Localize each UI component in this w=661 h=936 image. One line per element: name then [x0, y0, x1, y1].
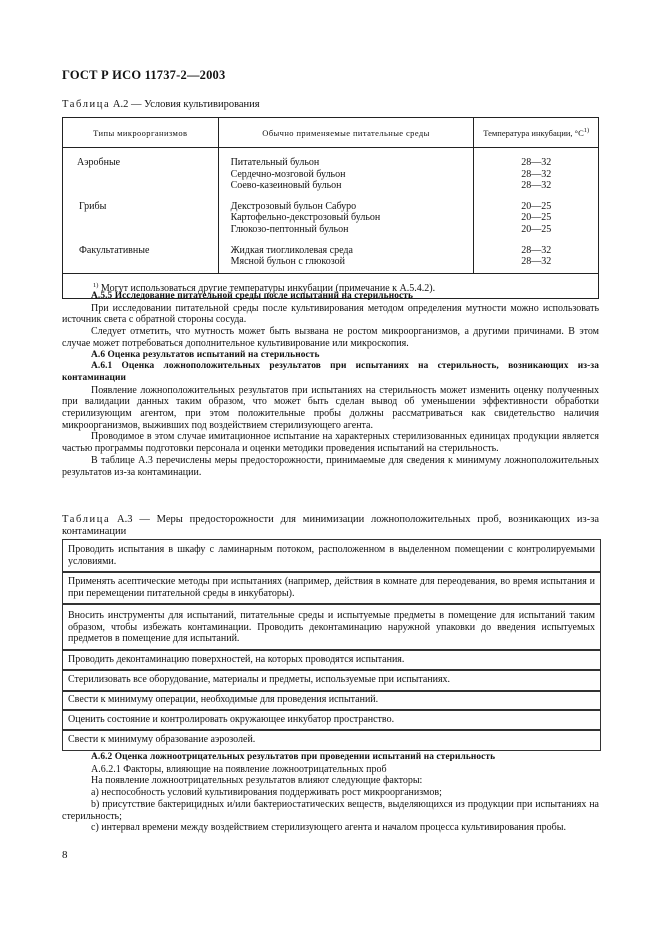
- section-a62: [62, 752, 599, 834]
- section-a55: [62, 291, 599, 478]
- table-a2-temp-item: 20—25: [521, 223, 552, 235]
- table-a2-media-cell: [218, 192, 474, 236]
- table-a3-row-text: Свести к минимуму операции, необходимые для проведения испытаний.: [68, 694, 379, 705]
- table-a2-group-row: [63, 192, 599, 236]
- table-a2-temp-item: 28—32: [521, 157, 552, 168]
- table-a2-temp-item: 20—25: [521, 200, 552, 212]
- table-a3-row: [62, 729, 601, 751]
- table-a2-header-temp-sup: 1): [583, 127, 590, 134]
- table-a3-caption-text: А.3 — Меры предосторожности для минимизации ложноположительных проб, возникающих из-за контаминации: [62, 514, 599, 537]
- table-a2-group-row: [63, 148, 599, 192]
- section-a61-paragraph: Проводимое в этом случае имитационное испытание на характерных стерилизованных единицах продукции является частью программы подготовки персонала и оценки методики проведения испытаний на стерильность.: [62, 431, 599, 455]
- table-a2-temp-cell: [474, 236, 599, 274]
- table-a3-row: [62, 690, 601, 711]
- table-a2-temp-cell: [474, 148, 599, 192]
- table-a3-row-text: Стерилизовать все оборудование, материалы и предметы, используемые при испытаниях.: [68, 674, 451, 685]
- table-a2-type-cell: Факультативные: [63, 236, 219, 274]
- section-a61-paragraph: Появление ложноположительных результатов при испытаниях на стерильность может изменить оценку полученных при валидации данных таким образом, что может быть сделан вывод об уменьшении эффективности обработки стерилизующим агентом, при этом положительные пробы должны рассматриваться как свидетельство наличия микроорганизмов, выживших под воздействием стерилизующего агента.: [62, 384, 599, 431]
- table-a3-caption-label: Таблица: [62, 514, 111, 525]
- section-a62-heading: А.6.2 Оценка ложноотрицательных результатов при проведении испытаний на стерильность: [91, 752, 496, 762]
- section-a61-paragraph: В таблице А.3 перечислены меры предосторожности, принимаемые для сведения к минимуму ложноположительных результатов из-за контаминации.: [62, 454, 599, 478]
- table-a2-header-media: Обычно применяемые питательные среды: [218, 118, 474, 148]
- table-a2-header-temp-text: Температура инкубации, °С: [483, 128, 584, 138]
- page-number: 8: [62, 849, 68, 861]
- table-a2-header-temp: [474, 118, 599, 148]
- table-a2-media-item: Сердечно-мозговой бульон: [230, 168, 346, 180]
- section-a55-paragraph: Следует отметить, что мутность может быть вызвана не ростом микроорганизмов, а другими причинами. В этом случае может потребоваться дополнительное культивирование или микроскопия.: [62, 326, 599, 349]
- table-a3-row-text: Оценить состояние и контролировать окружающее инкубатор пространство.: [68, 714, 395, 725]
- section-a62-intro: На появление ложноотрицательных результатов влияют следующие факторы:: [91, 775, 423, 787]
- table-a2-temp-item: 28—32: [521, 256, 552, 268]
- table-a2-caption-text: А.2 — Условия культивирования: [110, 99, 260, 110]
- table-a2-temp-item: 28—32: [521, 168, 552, 180]
- section-a62-list-item: b) присутствие бактерицидных и/или бактериостатических веществ, выделяющихся из продукции при испытаниях на стерильность;: [62, 798, 599, 822]
- table-a2-header-type: Типы микроорганизмов: [63, 118, 219, 148]
- table-a3-row: [62, 669, 601, 692]
- table-a2-footnote-text: Могут использоваться другие температуры инкубации (примечание к А.5.4.2).: [98, 282, 436, 294]
- table-a2-media-item: Жидкая тиогликолевая среда: [230, 244, 353, 256]
- table-a2: [62, 117, 599, 299]
- section-a6-heading: А.6 Оценка результатов испытаний на стерильность: [91, 349, 320, 360]
- table-a2-type-cell: Грибы: [63, 192, 219, 236]
- table-a2-media-cell: [218, 148, 474, 192]
- table-a3-row-text: Проводить деконтаминацию поверхностей, на которых проводятся испытания.: [68, 654, 405, 665]
- table-a2-caption: [62, 99, 260, 110]
- table-a2-temp-item: 28—32: [521, 244, 552, 256]
- table-a3-caption: [62, 514, 599, 537]
- section-a61-heading: А.6.1 Оценка ложноположительных результатов при испытаниях на стерильность, возникающих из-за контаминации: [62, 361, 599, 383]
- table-a2-temp-cell: [474, 192, 599, 236]
- table-a3-row: [62, 539, 601, 573]
- section-a621-subheading: А.6.2.1 Факторы, влияющие на появление ложноотрицательных проб: [91, 763, 387, 775]
- table-a2-media-item: Картофельно-декстрозовый бульон: [230, 212, 381, 224]
- section-a62-list-item: c) интервал времени между воздействием стерилизующего агента и началом процесса культивирования пробы.: [91, 822, 566, 834]
- table-a3-row: [62, 603, 601, 651]
- table-a3-row-text: Свести к минимуму образование аэрозолей.: [68, 734, 256, 745]
- section-a55-heading: А.5.5 Исследование питательной среды после испытаний на стерильность: [91, 291, 414, 301]
- table-a2-footnote-sup: 1): [93, 281, 99, 289]
- table-a3-row: [62, 571, 601, 605]
- table-a2-temp-item: 20—25: [521, 212, 552, 224]
- table-a2-caption-label: Таблица: [62, 99, 111, 110]
- table-a2-media-item: Питательный бульон: [230, 157, 320, 168]
- table-a2-group-row: [63, 236, 599, 274]
- table-a3-row: [62, 649, 601, 671]
- table-a2-media-cell: [218, 236, 474, 274]
- table-a2-type-cell: Аэробные: [63, 148, 219, 192]
- section-a62-list-item: a) неспособность условий культивирования поддерживать рост микроорганизмов;: [91, 787, 442, 799]
- table-a3-row-text: Применять асептические методы при испытаниях (например, действия в комнате для переодевания, во время испытания и при перемещении питательной среды в инкубаторы).: [68, 576, 595, 599]
- table-a2-header-row: [63, 118, 599, 148]
- table-a2-media-item: Мясной бульон с глюкозой: [230, 256, 345, 268]
- section-a55-paragraph: При исследовании питательной среды после культивирования методом определения мутности можно использовать источник света с обратной стороны сосуда.: [62, 302, 599, 326]
- document-header: ГОСТ Р ИСО 11737-2—2003: [62, 68, 226, 82]
- table-a2-temp-item: 28—32: [521, 180, 552, 192]
- table-a3-row-text: Проводить испытания в шкафу с ламинарным потоком, расположенном в выделенном помещении с контролируемыми условиями.: [68, 544, 595, 567]
- table-a2-media-item: Соево-казеиновый бульон: [230, 180, 342, 192]
- table-a2-media-item: Глюкозо-пептонный бульон: [230, 223, 349, 235]
- table-a3-row-text: Вносить инструменты для испытаний, питательные среды и испытуемые предметы в помещение для испытаний таким образом, чтобы избежать контаминации. Проводить деконтаминацию наружной упаковки до введения испытуемых предметов в помещение для испытаний.: [68, 610, 595, 645]
- table-a2-media-item: Декстрозовый бульон Сабуро: [230, 200, 357, 212]
- table-a3-row: [62, 709, 601, 731]
